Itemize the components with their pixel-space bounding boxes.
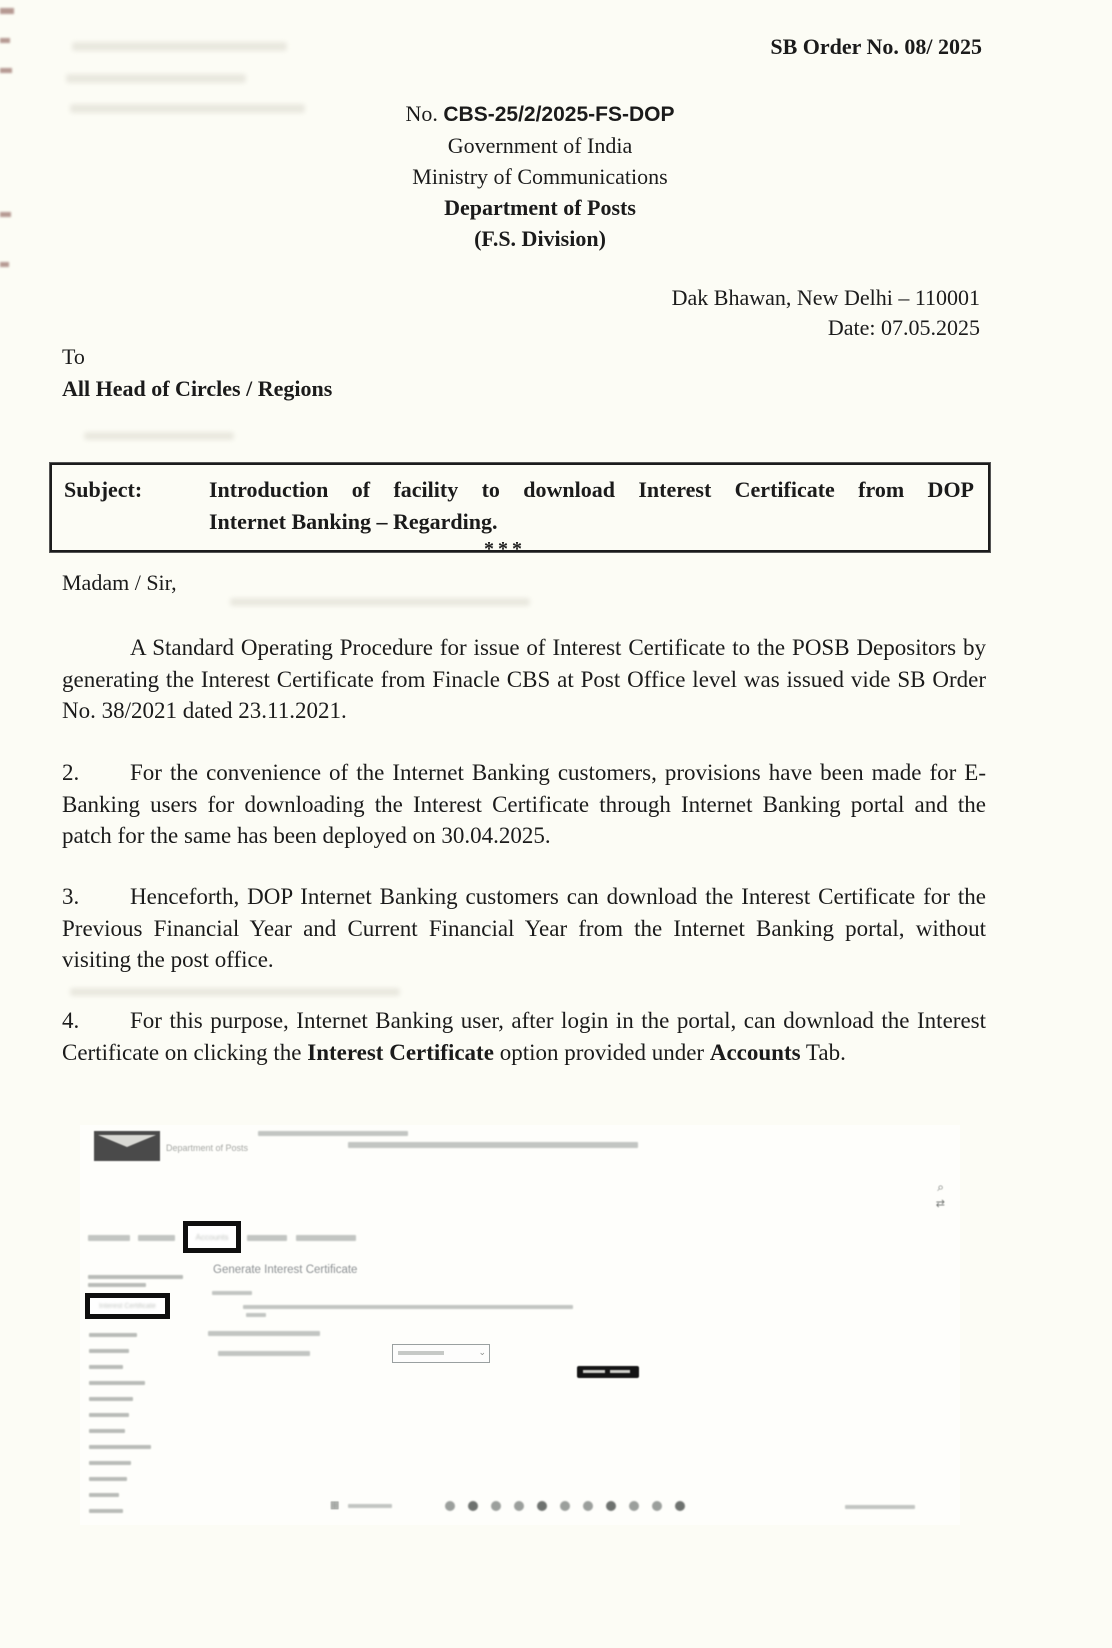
org-line-government: Government of India bbox=[447, 133, 633, 158]
subject-label: Subject: bbox=[64, 477, 143, 502]
paragraph-segment: Interest Certificate bbox=[307, 1039, 494, 1065]
paragraph-segment: For this purpose, Internet Banking user, after login in the portal, can download the Interest Certificate on clicking the bbox=[62, 1008, 986, 1065]
org-line-department: Department of Posts bbox=[444, 195, 636, 220]
scan-smudge bbox=[72, 42, 287, 51]
financial-year-dropdown bbox=[392, 1344, 490, 1363]
sidebar-item-placeholder bbox=[89, 1365, 123, 1369]
sidebar-item-placeholder bbox=[89, 1381, 145, 1385]
nav-tab-placeholder bbox=[138, 1235, 175, 1241]
subject-line-2: Internet Banking – Regarding. bbox=[209, 509, 498, 534]
org-line-division: (F.S. Division) bbox=[474, 226, 606, 251]
disclaimer-placeholder bbox=[212, 1291, 252, 1295]
place-date-block bbox=[672, 283, 980, 343]
swap-icon: ⇄ bbox=[935, 1197, 945, 1210]
footer-icon bbox=[675, 1501, 685, 1511]
sb-order-number: SB Order No. 08/ 2025 bbox=[770, 34, 982, 59]
header-tagline-placeholder bbox=[348, 1142, 638, 1148]
salutation: Madam / Sir, bbox=[62, 570, 177, 595]
sidebar-item-placeholder bbox=[89, 1509, 123, 1513]
button-text-placeholder bbox=[583, 1370, 605, 1373]
separator-stars: *** bbox=[484, 538, 526, 560]
footer-icon bbox=[491, 1501, 501, 1511]
footer-icon bbox=[583, 1501, 593, 1511]
paragraph-2-text: For the convenience of the Internet Banking customers, provisions have been made for E-Banking users for downloading the Interest Certificate through Internet Banking portal and the patch for the same has been deployed on 30.04.2025. bbox=[62, 760, 986, 848]
highlighted-sidebar-item-label: Interest Certificate bbox=[99, 1302, 156, 1310]
sidebar-item-placeholder bbox=[89, 1477, 127, 1481]
footer-icon bbox=[652, 1501, 662, 1511]
scan-edge-mark bbox=[0, 8, 14, 14]
accounts-tab-highlight-box bbox=[183, 1221, 241, 1253]
sidebar-label-placeholder bbox=[88, 1275, 183, 1279]
sidebar-item-placeholder bbox=[89, 1445, 151, 1449]
footer-icon bbox=[560, 1501, 570, 1511]
paragraph-4-number: 4. bbox=[62, 1008, 80, 1033]
sidebar-label-placeholder bbox=[88, 1283, 146, 1287]
sidebar-item-placeholder bbox=[89, 1349, 129, 1353]
nav-tab-placeholder bbox=[296, 1235, 356, 1241]
logo-caption: Department of Posts bbox=[166, 1143, 249, 1153]
paragraph-1: A Standard Operating Procedure for issue of Interest Certificate to the POSB Depositors by generating the Interest Certificate from Finacle CBS at Post Office level was issued vide SB Order No. 38/2021 dated 23.11.2021. bbox=[62, 635, 986, 723]
paragraph-3-number: 3. bbox=[62, 884, 80, 909]
footer-icon bbox=[629, 1501, 639, 1511]
footer-text-placeholder bbox=[348, 1504, 392, 1508]
embedded-screenshot bbox=[80, 1125, 960, 1525]
paragraph-2 bbox=[62, 757, 986, 852]
note-line-placeholder bbox=[246, 1313, 266, 1317]
to-label: To bbox=[62, 344, 85, 369]
footer-text-placeholder bbox=[845, 1505, 915, 1509]
paragraph-segment: option provided under bbox=[493, 1039, 710, 1065]
sidebar-item-placeholder bbox=[89, 1397, 133, 1401]
section-label-placeholder bbox=[208, 1331, 320, 1336]
interest-certificate-highlight-box bbox=[85, 1293, 170, 1319]
reference-number: CBS-25/2/2025-FS-DOP bbox=[443, 103, 675, 126]
scan-smudge bbox=[230, 598, 530, 606]
highlighted-tab-label: Accounts bbox=[195, 1232, 229, 1242]
button-text-placeholder bbox=[610, 1370, 630, 1373]
place-line: Dak Bhawan, New Delhi – 110001 bbox=[671, 285, 980, 310]
india-post-logo-icon bbox=[94, 1131, 160, 1161]
scan-smudge bbox=[70, 988, 400, 996]
footer-icon bbox=[468, 1501, 478, 1511]
dropdown-value-placeholder bbox=[398, 1351, 444, 1355]
scan-smudge bbox=[84, 432, 234, 440]
reference-prefix: No. bbox=[405, 101, 444, 126]
header-text-placeholder bbox=[258, 1131, 408, 1136]
footer-icon bbox=[445, 1501, 455, 1511]
search-icon: ⌕ bbox=[937, 1180, 944, 1194]
scan-edge-mark bbox=[0, 262, 9, 267]
scan-smudge bbox=[66, 74, 246, 83]
paragraph-segment: Tab. bbox=[800, 1039, 846, 1065]
nav-tab-placeholder bbox=[88, 1235, 130, 1241]
sidebar-item-placeholder bbox=[89, 1333, 137, 1337]
scan-edge-mark bbox=[0, 68, 12, 73]
grid-icon: ▦ bbox=[330, 1500, 340, 1511]
recipient-line: All Head of Circles / Regions bbox=[62, 376, 333, 401]
sidebar-item-placeholder bbox=[89, 1429, 125, 1433]
submit-button-redacted bbox=[577, 1366, 639, 1378]
letterhead-block bbox=[0, 98, 1080, 254]
sidebar-item-placeholder bbox=[89, 1413, 129, 1417]
scan-edge-mark bbox=[0, 38, 10, 43]
reference-number-line bbox=[0, 98, 1080, 130]
date-line: Date: 07.05.2025 bbox=[827, 315, 980, 340]
paragraph-3-text: Henceforth, DOP Internet Banking customers can download the Interest Certificate for the Previous Financial Year and Current Financial Year from the Internet Banking portal, without visiting the post office. bbox=[62, 884, 986, 972]
paragraph-4 bbox=[62, 1005, 986, 1068]
org-line-ministry: Ministry of Communications bbox=[412, 164, 668, 189]
nav-tab-placeholder bbox=[247, 1235, 287, 1241]
footer-icon bbox=[514, 1501, 524, 1511]
sidebar-item-placeholder bbox=[89, 1461, 131, 1465]
footer-icon bbox=[606, 1501, 616, 1511]
chevron-down-icon: ⌄ bbox=[478, 1347, 486, 1357]
paragraph-4-text bbox=[62, 1008, 986, 1065]
financial-year-label-placeholder bbox=[218, 1351, 310, 1356]
subject-text bbox=[209, 474, 974, 538]
generate-interest-certificate-heading: Generate Interest Certificate bbox=[213, 1264, 358, 1276]
paragraph-3 bbox=[62, 881, 986, 976]
paragraph-2-number: 2. bbox=[62, 760, 80, 785]
footer-icon bbox=[537, 1501, 547, 1511]
paragraph-segment: Accounts bbox=[709, 1039, 801, 1065]
note-line-placeholder bbox=[243, 1305, 573, 1309]
sidebar-item-placeholder bbox=[89, 1493, 119, 1497]
subject-line-1: Introduction of facility to download Interest Certificate from DOP bbox=[209, 477, 974, 502]
